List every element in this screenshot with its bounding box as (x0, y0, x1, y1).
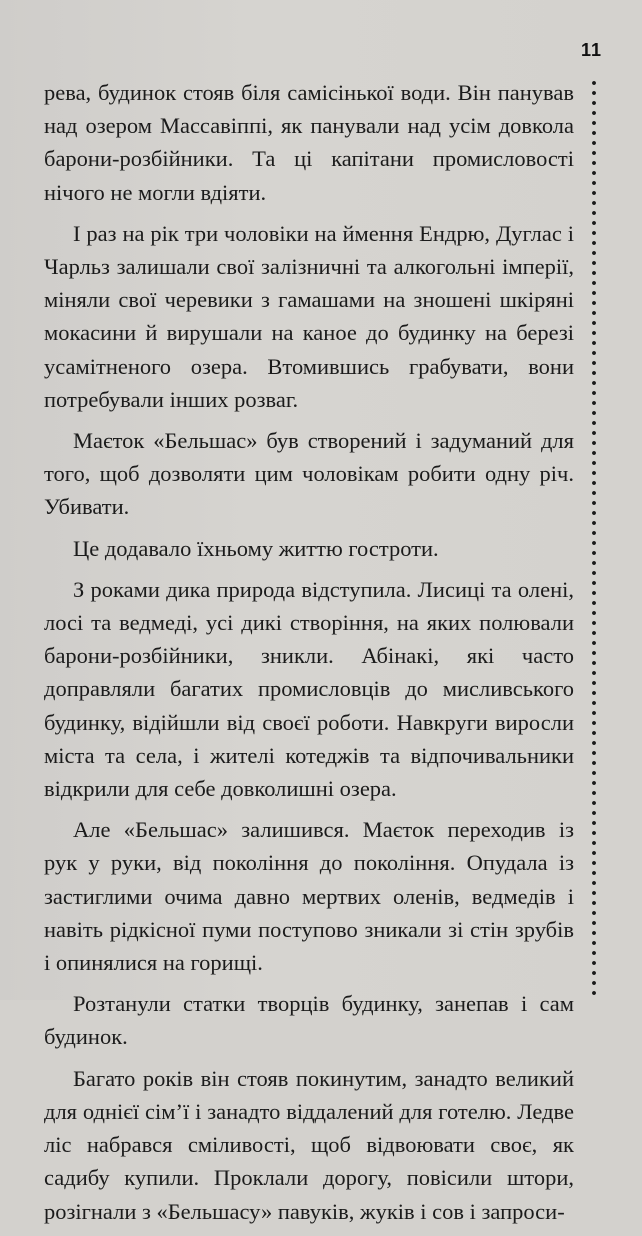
paragraph-3: Маєток «Бельшас» був створений і задуманий для того, щоб дозволяти цим чоловікам робити одну річ. Убивати. (44, 428, 574, 520)
paragraph-5: З роками дика природа відступила. Лисиці та олені, лосі та ведмеді, усі дикі створіння, на яких полювали барони-розбійники, зникли. Абінакі, які часто доправляли багатих промисловців до мисливського будинку, відійшли від своєї роботи. Навкруги виросли міста та села, і жителі котеджів та відпочивальники відкрили для себе довколишні озера. (44, 576, 574, 802)
page-number: 11 (580, 40, 602, 60)
paragraph-6: Але «Бельшас» залишився. Маєток переходив із рук у руки, від покоління до покоління. Опудала із застиглими очима давно мертвих оленів, ведмедів і навіть рідкісної пуми поступово зникали зі стін зрубів і опинялися на горищі. (44, 817, 574, 976)
paragraph-1: рева, будинок стояв біля самісінької води. Він панував над озером Массавіппі, як панували над усім довкола барони-розбійники. Та ці капітани промисловості нічого не могли вдіяти. (44, 80, 574, 205)
paragraph-2: І раз на рік три чоловіки на ймення Ендрю, Дуглас і Чарльз залишали свої залізничні та алкогольні імперії, міняли свої черевики з гамашами на зношені шкіряні мокасини й вирушали на каное до будинку на березі усамітненого озера. Втомившись грабувати, вони потребували інших розваг. (44, 220, 574, 412)
paragraph-8: Багато років він стояв покинутим, занадто великий для однієї сім’ї і занадто віддалений для готелю. Ледве ліс набрався сміливості, щоб відвоювати своє, як садибу купили. Проклали дорогу, повісили штори, розігнали з «Бельшасу» павуків, жуків і сов і запроси- (44, 1065, 574, 1224)
body-text (44, 76, 574, 1236)
dotted-margin-rule (591, 78, 597, 996)
paragraph-4: Це додавало їхньому життю гостроти. (73, 535, 439, 561)
paragraph-7: Розтанули статки творців будинку, занепав і сам будинок. (44, 991, 574, 1050)
